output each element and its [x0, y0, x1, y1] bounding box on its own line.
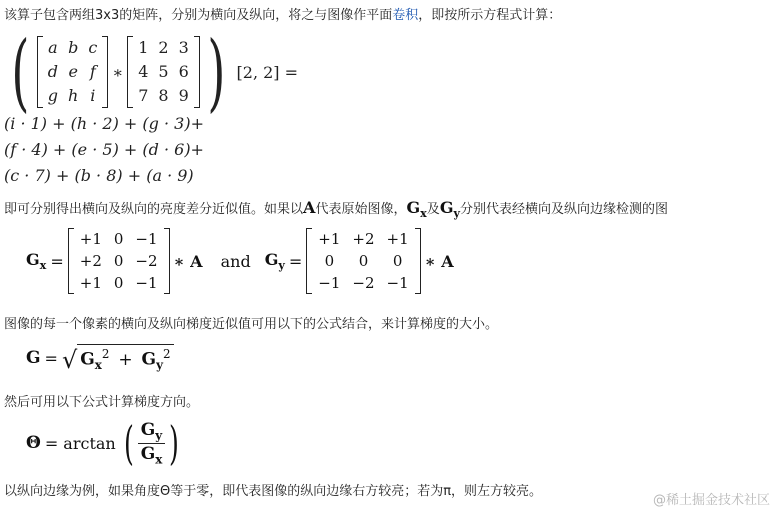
- gy-equals: =: [288, 251, 303, 271]
- arctan-right-paren: ): [169, 416, 180, 470]
- sum-line-3: (c · 7) + (b · 8) + (a · 9): [4, 166, 194, 185]
- magnitude-G: G: [26, 348, 41, 369]
- left-paren: (: [11, 23, 30, 121]
- definition-text-3: 及: [426, 202, 440, 217]
- gx-cell-2-2: −1: [135, 274, 158, 292]
- symbol-Gy: $G_y$: [439, 198, 460, 221]
- gy-cell-1-2: 0: [392, 252, 403, 270]
- direction-paragraph: 然后可用以下公式计算梯度方向。: [4, 395, 200, 410]
- gx-label: $G_x$: [26, 249, 47, 273]
- right-paren: ): [207, 23, 226, 121]
- gy-cell-2-0: −1: [318, 274, 341, 292]
- gy-cell-1-1: 0: [358, 252, 369, 270]
- gx-times-A: ∗ A: [173, 251, 203, 271]
- letters-cell-0-1: b: [68, 38, 79, 57]
- gx-equals: =: [50, 251, 64, 271]
- matrix-letters: [37, 36, 109, 108]
- magnitude-paragraph: 图像的每一个像素的横向及纵向梯度近似值可用以下的公式结合，来计算梯度的大小。: [4, 317, 499, 332]
- magnitude-formula: [26, 344, 174, 375]
- convolution-equation: [4, 23, 302, 121]
- gy-kernel-matrix: [306, 228, 420, 294]
- gy-cell-0-1: +2: [352, 230, 375, 248]
- gx-cell-0-1: 0: [113, 230, 124, 248]
- numbers-cell-1-1: 5: [158, 62, 169, 81]
- numbers-cell-1-2: 6: [178, 62, 189, 81]
- gradient-fraction: $\frac{G_y}{G_x}$: [138, 420, 166, 466]
- gx-cell-0-0: +1: [79, 230, 102, 248]
- gx-cell-1-1: 0: [113, 252, 124, 270]
- convolution-link[interactable]: 卷积: [392, 8, 419, 23]
- definition-text-2: 代表原始图像，: [315, 202, 407, 217]
- numbers-cell-2-1: 8: [158, 86, 169, 105]
- gx-cell-2-0: +1: [79, 274, 102, 292]
- gx-cell-1-0: +2: [79, 252, 102, 270]
- example-paragraph: 以纵向边缘为例，如果角度Θ等于零，即代表图像的纵向边缘右方较亮；若为π，则左方较亮。: [4, 484, 543, 499]
- gx-kernel-matrix: [68, 228, 170, 294]
- letters-cell-0-2: c: [88, 38, 98, 57]
- letters-cell-1-0: d: [47, 62, 59, 81]
- definition-paragraph: [4, 199, 668, 222]
- magnitude-equals: =: [44, 348, 58, 368]
- gx-cell-1-2: −2: [135, 252, 158, 270]
- letters-cell-1-1: e: [68, 62, 78, 81]
- gy-times-A: ∗ A: [424, 251, 454, 271]
- symbol-A: A: [303, 198, 316, 217]
- symbol-Gx: $G_x$: [406, 198, 427, 221]
- gy-cell-2-1: −2: [352, 274, 375, 292]
- radical-sign: √: [61, 346, 78, 375]
- matrix-numbers: [127, 36, 200, 108]
- gx-cell-0-2: −1: [135, 230, 158, 248]
- gy-cell-1-0: 0: [324, 252, 335, 270]
- gx-cell-2-1: 0: [113, 274, 124, 292]
- sum-line-2: (f · 4) + (e · 5) + (d · 6)+: [4, 140, 204, 159]
- numbers-cell-1-0: 4: [138, 62, 149, 81]
- intro-text-tail: ，即按所示方程式计算：: [418, 8, 562, 23]
- direction-formula: [26, 416, 183, 470]
- numbers-cell-0-2: 3: [178, 38, 189, 57]
- letters-cell-2-2: i: [90, 86, 96, 105]
- arctan-text: = arctan: [44, 433, 116, 453]
- numbers-cell-2-2: 9: [178, 86, 189, 105]
- and-word: and: [220, 251, 251, 271]
- sum-line-1: (i · 1) + (h · 2) + (g · 3)+: [4, 114, 204, 133]
- theta-symbol: Θ: [26, 433, 41, 453]
- gy-cell-0-2: +1: [386, 230, 409, 248]
- gy-label: $G_y$: [264, 249, 285, 273]
- gy-cell-0-0: +1: [318, 230, 341, 248]
- numbers-cell-0-1: 2: [158, 38, 169, 57]
- numbers-cell-2-0: 7: [138, 86, 149, 105]
- letters-cell-0-0: a: [48, 38, 58, 57]
- intro-paragraph: [4, 7, 561, 25]
- letters-cell-2-1: h: [68, 86, 79, 105]
- definition-text-4: 分别代表经横向及纵向边缘检测的图: [460, 202, 669, 217]
- convolution-operator: ∗: [112, 62, 124, 82]
- sobel-equation: [26, 228, 458, 294]
- gy-cell-2-2: −1: [386, 274, 409, 292]
- watermark: @稀土掘金技术社区: [652, 493, 770, 508]
- radicand: $G_x^2 + G_y^2$: [77, 344, 173, 372]
- arctan-left-paren: (: [123, 416, 134, 470]
- intro-text: 该算子包含两组3x3的矩阵，分别为横向及纵向，将之与图像作平面: [4, 8, 393, 23]
- numbers-cell-0-0: 1: [138, 38, 149, 57]
- letters-cell-1-2: f: [89, 62, 96, 81]
- definition-text-1: 即可分别得出横向及纵向的亮度差分近似值。如果以: [4, 202, 304, 217]
- square-root: [61, 344, 174, 375]
- index-expression: [2, 2] =: [236, 62, 299, 82]
- letters-cell-2-0: g: [47, 86, 59, 105]
